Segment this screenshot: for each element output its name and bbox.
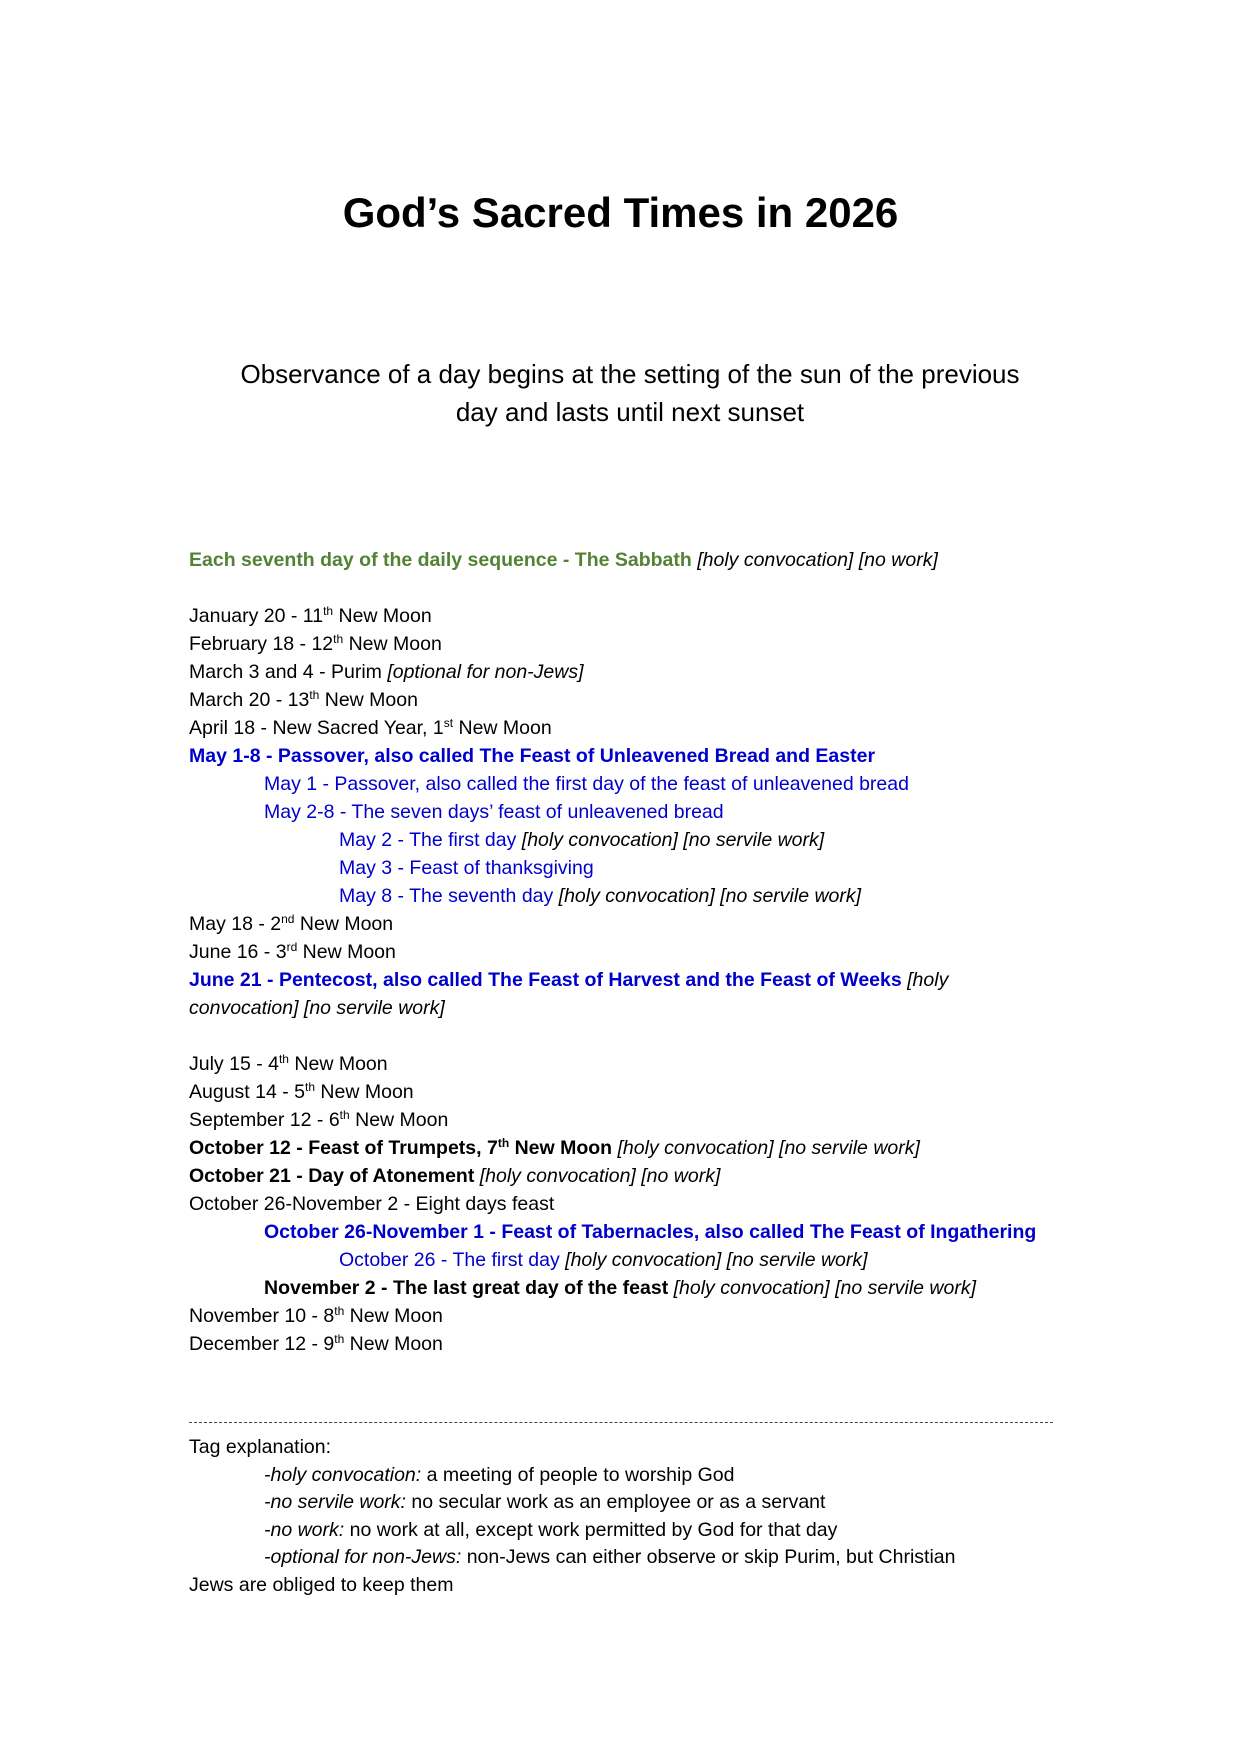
new-moon-entry: May 18 - 2nd New Moon [189, 912, 394, 935]
subtitle-line-1: Observance of a day begins at the setting of the sun of the previous [240, 359, 1020, 389]
passover-heading: May 1-8 - Passover, also called The Feast of Unleavened Bread and Easter [189, 745, 876, 767]
tabernacles-oct-26: October 26 - The first day [holy convocation] [no servile work] [339, 1249, 868, 1271]
pentecost-entry: June 21 - Pentecost, also called The Feast of Harvest and the Feast of Weeks [holy [189, 969, 949, 991]
sabbath-label: Each seventh day of the daily sequence - The Sabbath [189, 549, 692, 571]
tabernacles-heading: October 26-November 1 - Feast of Tabernacles, also called The Feast of Ingathering [264, 1221, 1037, 1243]
tag-no-servile-work: -no servile work: no secular work as an employee or as a servant [264, 1491, 826, 1513]
passover-may-1: May 1 - Passover, also called the first day of the feast of unleavened bread [264, 773, 909, 795]
new-moon-entry: December 12 - 9th New Moon [189, 1332, 443, 1355]
new-moon-entry: January 20 - 11th New Moon [189, 604, 432, 627]
last-great-day-entry: November 2 - The last great day of the feast [holy convocation] [no servile work] [264, 1277, 977, 1299]
new-moon-entry: April 18 - New Sacred Year, 1st New Moon [189, 716, 552, 739]
pentecost-tags-continued: convocation] [no servile work] [189, 997, 445, 1019]
sabbath-tags: [holy convocation] [no work] [697, 549, 938, 571]
spacer [189, 574, 1069, 602]
atonement-entry: October 21 - Day of Atonement [holy convocation] [no work] [189, 1165, 721, 1187]
tag-optional-continued: Jews are obliged to keep them [189, 1573, 454, 1596]
tag-holy-convocation: -holy convocation: a meeting of people to worship God [264, 1463, 735, 1486]
passover-may-8: May 8 - The seventh day [holy convocation] [no servile work] [339, 885, 862, 907]
sabbath-entry [189, 546, 1069, 574]
divider [189, 1422, 1053, 1423]
new-moon-entry: June 16 - 3rd New Moon [189, 940, 396, 963]
eight-days-entry: October 26-November 2 - Eight days feast [189, 1193, 555, 1215]
trumpets-entry: October 12 - Feast of Trumpets, 7th New Moon [holy convocation] [no servile work] [189, 1136, 920, 1159]
subtitle-line-2: day and lasts until next sunset [455, 397, 805, 427]
tag-explanation-heading: Tag explanation: [189, 1436, 332, 1458]
subtitle [190, 355, 1070, 431]
passover-may-2-8: May 2-8 - The seven days’ feast of unleavened bread [264, 801, 724, 823]
new-moon-entry: March 20 - 13th New Moon [189, 688, 418, 711]
purim-entry: March 3 and 4 - Purim [optional for non-Jews] [189, 661, 584, 683]
tag-no-work: -no work: no work at all, except work permitted by God for that day [264, 1518, 838, 1541]
spacer [189, 1022, 1069, 1050]
new-moon-entry: November 10 - 8th New Moon [189, 1304, 443, 1327]
new-moon-entry: July 15 - 4th New Moon [189, 1052, 388, 1075]
passover-may-3: May 3 - Feast of thanksgiving [339, 857, 594, 879]
passover-may-2: May 2 - The first day [holy convocation] [no servile work] [339, 829, 825, 851]
new-moon-entry: September 12 - 6th New Moon [189, 1108, 449, 1131]
new-moon-entry: February 18 - 12th New Moon [189, 632, 442, 655]
schedule [189, 546, 1069, 1358]
page-title: God’s Sacred Times in 2026 [342, 189, 899, 236]
new-moon-entry: August 14 - 5th New Moon [189, 1080, 414, 1103]
tag-optional: -optional for non-Jews: non-Jews can either observe or skip Purim, but Christian [264, 1546, 956, 1568]
